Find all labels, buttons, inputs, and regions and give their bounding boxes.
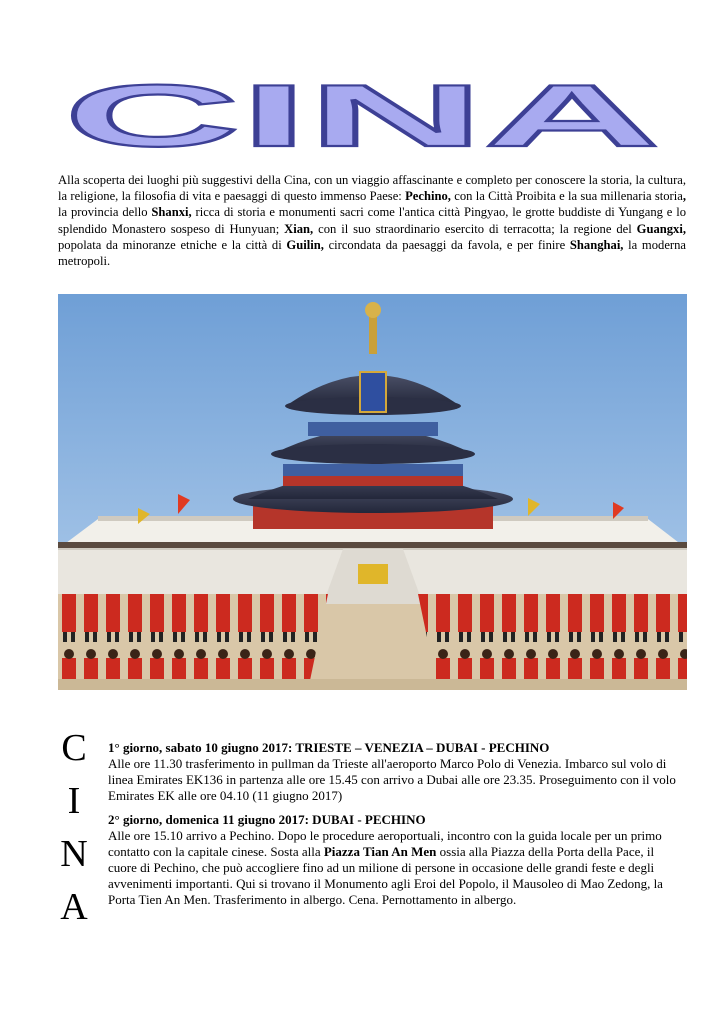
temple-of-heaven-photo (58, 294, 687, 690)
intro-bold-guangxi: Guangxi, (636, 221, 686, 236)
intro-paragraph (58, 172, 686, 269)
intro-text: Alla scoperta dei luoghi più suggestivi della Cina, con un viaggio affascinante e completo per conoscere la storia, la cultura, la religione, la filosofia di vita e paesaggi di questo immenso Paese: (58, 173, 686, 204)
day-1 (108, 740, 686, 804)
side-letter: N (60, 833, 88, 875)
intro-bold-guilin: Guilin, (286, 237, 324, 252)
intro-text: popolata da minoranze etniche e la città di (58, 237, 287, 252)
side-letter: I (67, 780, 81, 822)
day-2 (108, 812, 686, 908)
day-bold-place: Piazza Tian An Men (323, 844, 437, 859)
intro-text: ricca di storia e monumenti sacri come l'antica città Pingyao, le grotte buddiste di Yungang e lo splendido Monastero sospeso di Hunyuan; (58, 205, 687, 236)
intro-text: la moderna metropoli. (58, 237, 686, 269)
intro-bold-shanghai: Shanghai, (569, 237, 624, 252)
page-title (62, 82, 662, 152)
intro-bold-comma: , (682, 189, 686, 204)
intro-text: con la Città Proibita e la sua millenaria storia (450, 189, 683, 204)
day-heading: 2° giorno, domenica 11 giugno 2017: DUBAI - PECHINO (108, 812, 426, 827)
intro-bold-shanxi: Shanxi, (151, 205, 192, 220)
title-wordart: CINA (64, 82, 660, 152)
intro-text: circondata da paesaggi da favola, e per finire (323, 237, 570, 252)
intro-bold-xian: Xian, (284, 221, 314, 236)
day-description (108, 828, 686, 908)
intro-bold-pechino: Pechino, (405, 189, 451, 204)
day-text: ossia alla Piazza della Porta della Pace, il cuore di Pechino, che può accogliere fino ad un milione di persone in occasione delle grandi feste e degli avvenimenti importanti. Qui si trovano il Monumento agli Eroi del Popolo, il Mausoleo di Mao Zedong, la Porta Tien An Men. Trasferimento in albergo. Cena. Pernottamento in albergo. (108, 844, 663, 907)
side-letter: C (61, 727, 87, 769)
day-heading: 1° giorno, sabato 10 giugno 2017: TRIESTE – VENEZIA – DUBAI - PECHINO (108, 740, 550, 755)
day-text: Alle ore 15.10 arrivo a Pechino. Dopo le procedure aeroportuali, incontro con la guida locale per un primo contatto con la capitale cinese. Sosta alla (108, 828, 662, 859)
vertical-title (56, 722, 92, 934)
intro-text: la provincia dello (58, 205, 152, 220)
itinerary (108, 740, 686, 916)
intro-text: con il suo straordinario esercito di terracotta; la regione del (313, 221, 637, 236)
day-description: Alle ore 11.30 trasferimento in pullman da Trieste all'aeroporto Marco Polo di Venezia. Imbarco sul volo di linea Emirates EK136 in partenza alle ore 15.45 con arrivo a Dubai alle ore 23.35. Proseguimento con il volo Emirates EK alle ore 04.10 (11 giugno 2017) (108, 756, 676, 803)
side-letter: A (60, 886, 88, 928)
